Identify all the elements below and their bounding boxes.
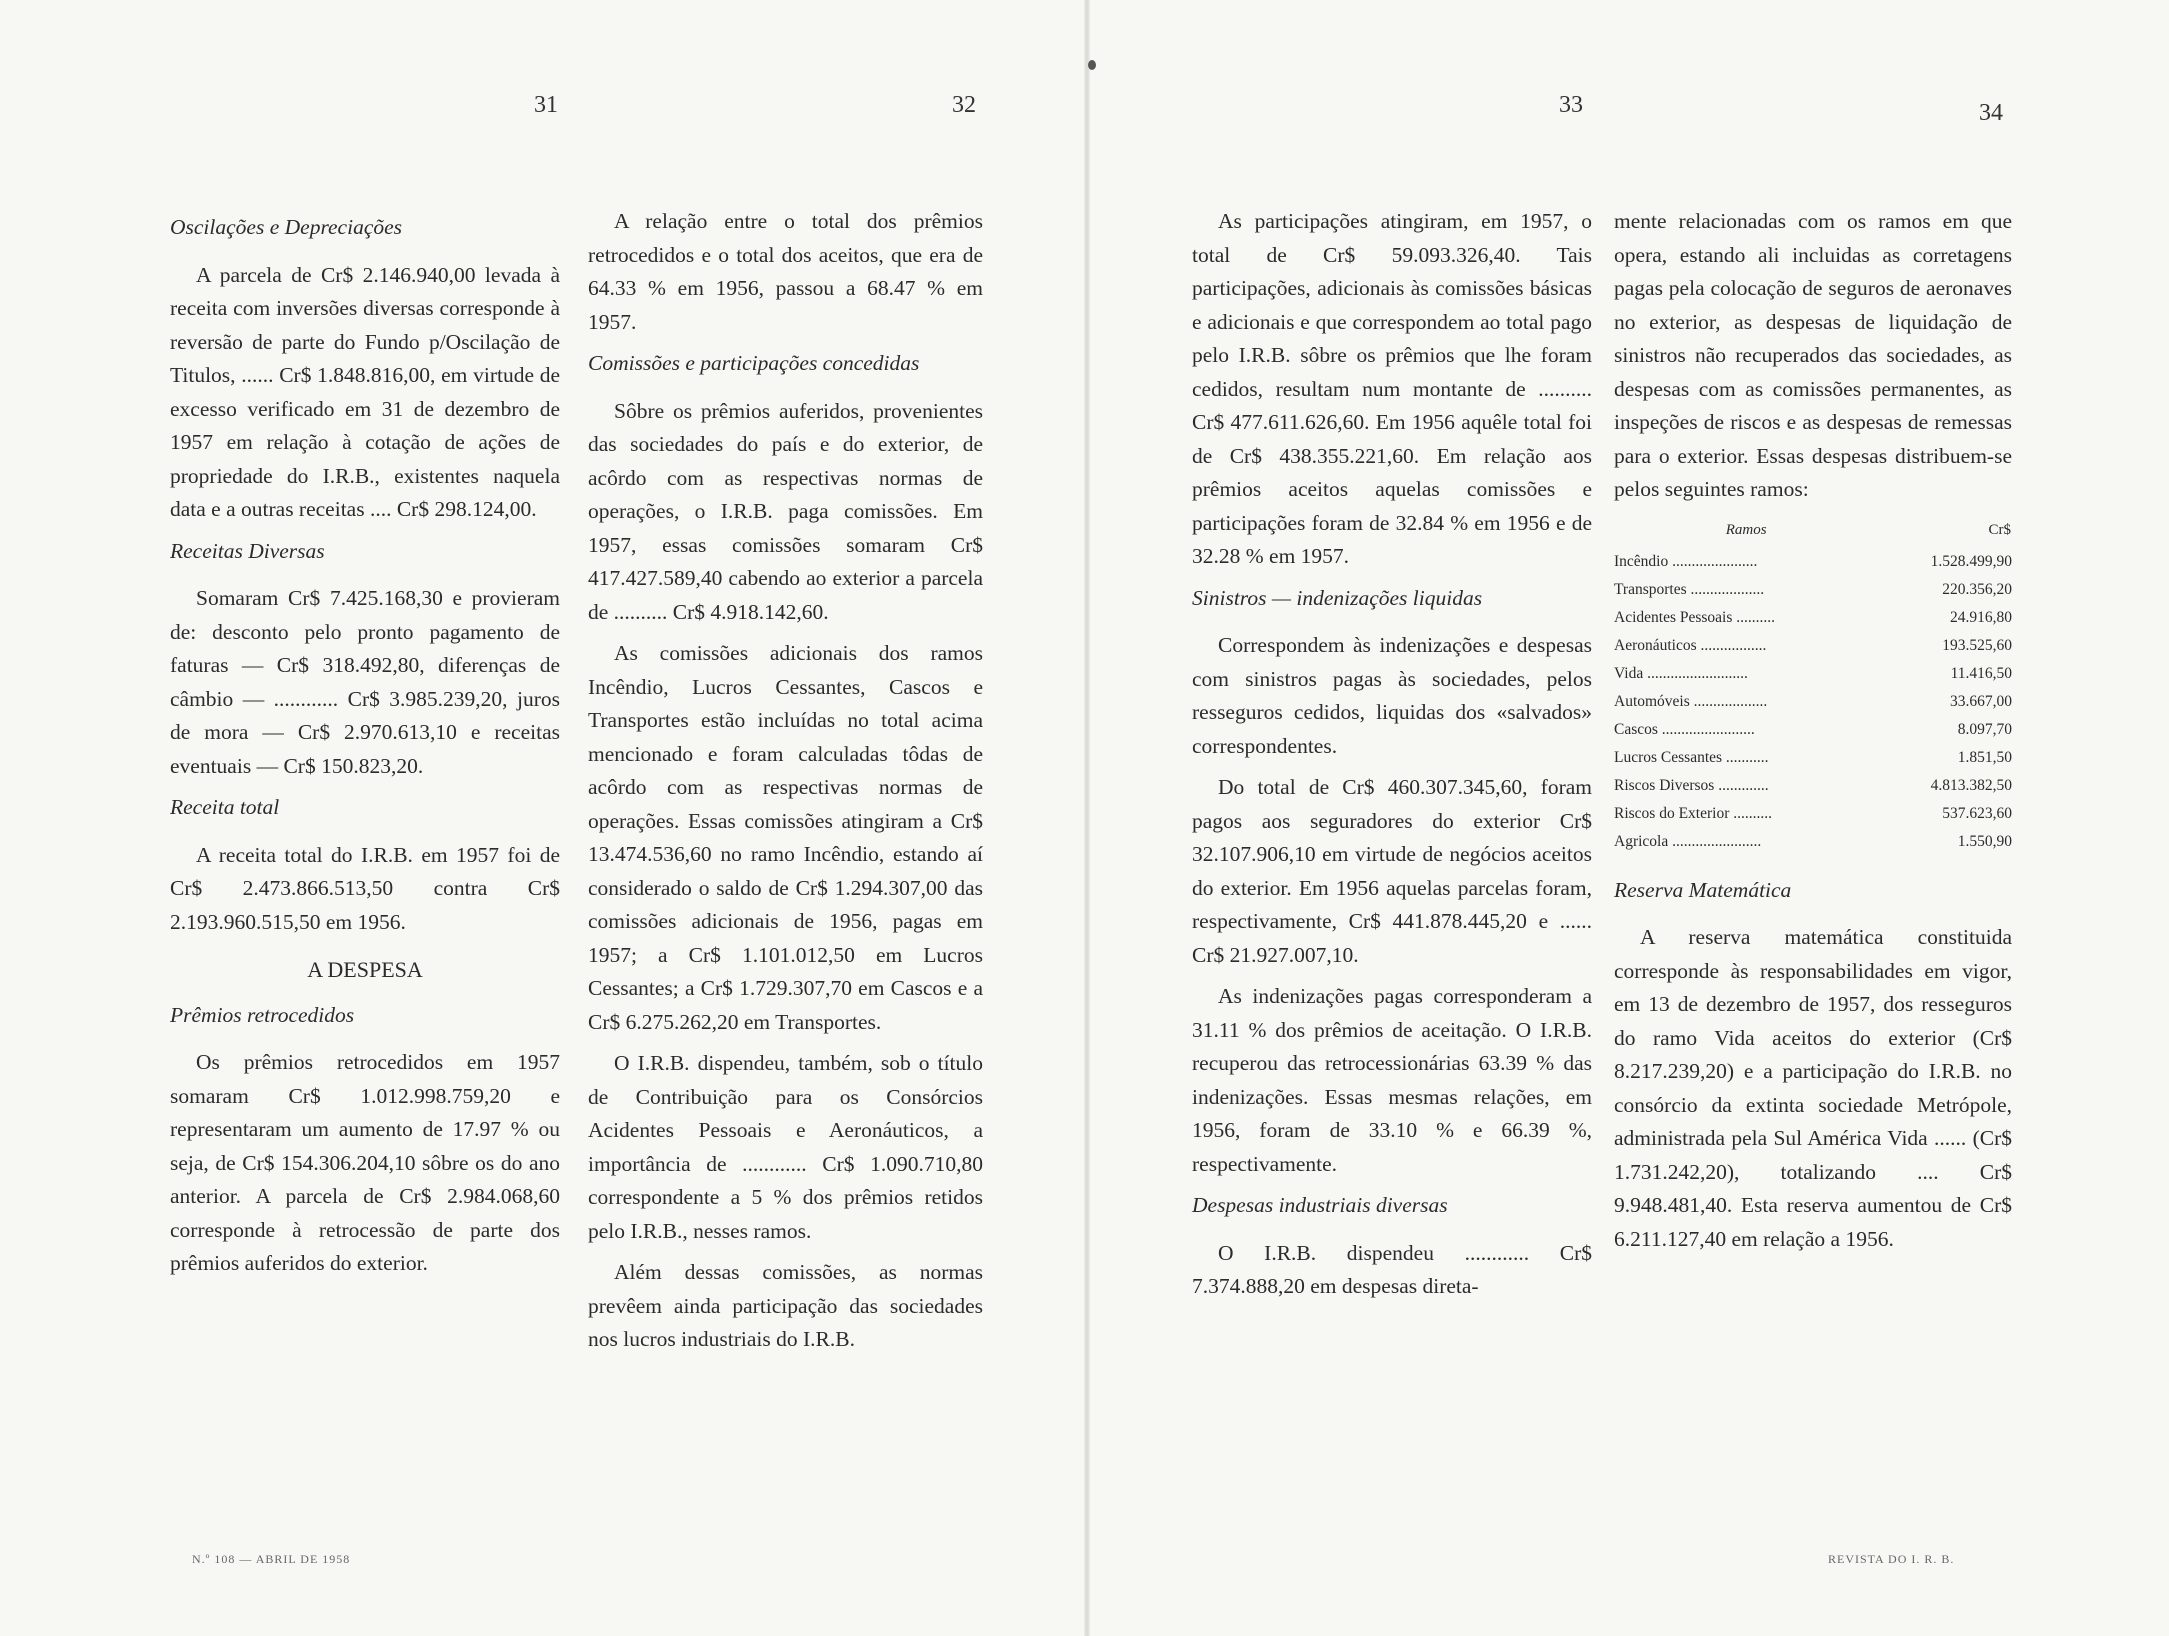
paragraph: As participações atingiram, em 1957, o total de Cr$ 59.093.326,40. Tais participações, adicionais às comissões básicas e adicionais e que correspondem ao total pago pelo I.R.B. sôbre os prêmios que lhe foram cedidos, resultam num montante de .......... Cr$ 477.611.626,60. Em 1956 aquêle total foi de Cr$ 438.355.221,60. Em relação aos prêmios aceitos aquelas comissões e participações foram de 32.84 % em 1956 e de 32.28 % em 1957. xyxy=(1192,209,1592,568)
section-title-a-despesa: A DESPESA xyxy=(307,957,423,982)
column-page-32 xyxy=(588,205,983,1365)
column-page-31 xyxy=(170,205,560,1289)
paragraph: A reserva matemática constituida corresponde às responsabilidades em vigor, em 13 de dezembro de 1957, dos resseguros do ramo Vida aceitos do exterior (Cr$ 8.217.239,20) e a participação do I.R.B. no consórcio da extinta sociedade Metrópole, administrada pela Sul América Vida ...... (Cr$ 1.731.242,20), totalizando .... Cr$ 9.948.481,40. Esta reserva aumentou de Cr$ 6.211.127,40 em relação a 1956. xyxy=(1614,925,2012,1251)
table-row xyxy=(1614,800,2012,828)
paragraph: A receita total do I.R.B. em 1957 foi de Cr$ 2.473.866.513,50 contra Cr$ 2.193.960.515,50 em 1956. xyxy=(170,842,560,934)
heading-receitas-diversas: Receitas Diversas xyxy=(170,538,325,563)
valor-cell: 24.916,80 xyxy=(1950,608,2012,626)
paragraph: Somaram Cr$ 7.425.168,30 e provieram de: desconto pelo pronto pagamento de faturas — Cr$ 318.492,80, diferenças de câmbio — ............ Cr$ 3.985.239,20, juros de mora — Cr$ 2.970.613,10 e receitas eventuais — Cr$ 150.823,20. xyxy=(170,586,560,778)
heading-receita-total: Receita total xyxy=(170,795,280,819)
ramo-cell: Riscos do Exterior .......... xyxy=(1614,804,1772,822)
paragraph: Os prêmios retrocedidos em 1957 somaram Cr$ 1.012.998.759,20 e representaram um aumento de 17.97 % ou seja, de Cr$ 154.306.204,10 sôbre os do ano anterior. A parcela de Cr$ 2.984.068,60 corresponde à retrocessão de parte dos prêmios auferidos do exterior. xyxy=(170,1050,560,1275)
column-page-33 xyxy=(1192,205,1592,1312)
paragraph: As indenizações pagas corresponderam a 31.11 % dos prêmios de aceitação. O I.R.B. recuperou das retrocessionárias 63.39 % das indenizações. Essas mesmas relações, em 1956, foram de 33.10 % e 66.39 %, respectivamente. xyxy=(1192,984,1592,1176)
ramo-cell: Cascos ........................ xyxy=(1614,720,1755,738)
table-row xyxy=(1614,828,2012,856)
ramo-cell: Acidentes Pessoais .......... xyxy=(1614,608,1776,626)
table-header-crs: Cr$ xyxy=(1988,521,2011,538)
ramo-cell: Vida .......................... xyxy=(1614,664,1748,682)
paragraph: A relação entre o total dos prêmios retrocedidos e o total dos aceitos, que era de 64.33 % em 1956, passou a 68.47 % em 1957. xyxy=(588,209,983,334)
ramo-cell: Riscos Diversos ............. xyxy=(1614,776,1769,794)
table-row xyxy=(1614,548,2012,576)
heading-comissoes: Comissões e participações concedidas xyxy=(588,351,920,375)
ramo-cell: Transportes ................... xyxy=(1614,580,1765,598)
column-page-34 xyxy=(1614,205,2012,1264)
valor-cell: 4.813.382,50 xyxy=(1930,776,2012,794)
heading-sinistros: Sinistros — indenizações liquidas xyxy=(1192,585,1483,610)
paragraph: Correspondem às indenizações e despesas com sinistros pagas às sociedades, pelos resseguros cedidos, liquidas dos «salvados» correspondentes. xyxy=(1192,633,1592,758)
valor-cell: 193.525,60 xyxy=(1942,636,2012,654)
table-row xyxy=(1614,604,2012,632)
paragraph: O I.R.B. dispendeu ............ Cr$ 7.374.888,20 em despesas direta- xyxy=(1192,1240,1592,1298)
page-number-32: 32 xyxy=(952,92,976,118)
ramo-cell: Lucros Cessantes ........... xyxy=(1614,748,1769,766)
ramo-cell: Automóveis ................... xyxy=(1614,692,1768,710)
heading-despesas-industriais: Despesas industriais diversas xyxy=(1192,1193,1448,1217)
paragraph: Do total de Cr$ 460.307.345,60, foram pagos aos seguradores do exterior Cr$ 32.107.906,10 em virtude de negócios aceitos do exterior. Em 1956 aquelas parcelas foram, respectivamente, Cr$ 441.878.445,20 e ...... Cr$ 21.927.007,10. xyxy=(1192,775,1592,967)
footer-issue: N.º 108 — ABRIL DE 1958 xyxy=(192,1552,351,1566)
page-number-31: 31 xyxy=(534,92,558,118)
ramo-cell: Aeronáuticos ................. xyxy=(1614,636,1767,654)
paragraph: A parcela de Cr$ 2.146.940,00 levada à receita com inversões diversas corresponde à reversão de parte do Fundo p/Oscilação de Titulos, ...... Cr$ 1.848.816,00, em virtude de excesso verificado em 31 de dezembro de 1957 em relação à cotação de ações de propriedade do I.R.B., existentes naquela data e a outras receitas .... Cr$ 298.124,00. xyxy=(170,262,560,521)
table-row xyxy=(1614,576,2012,604)
ramo-cell: Agricola ....................... xyxy=(1614,832,1762,850)
ramo-cell: Incêndio ...................... xyxy=(1614,552,1758,570)
heading-premios-retrocedidos: Prêmios retrocedidos xyxy=(170,1002,355,1027)
table-row xyxy=(1614,632,2012,660)
table-row xyxy=(1614,688,2012,716)
valor-cell: 33.667,00 xyxy=(1950,692,2012,710)
valor-cell: 1.851,50 xyxy=(1957,748,2012,766)
valor-cell: 1.550,90 xyxy=(1957,832,2012,850)
table-row xyxy=(1614,660,2012,688)
heading-reserva-matematica: Reserva Matemática xyxy=(1614,877,1792,902)
paragraph: mente relacionadas com os ramos em que opera, estando ali incluidas as corretagens pagas pela colocação de seguros de aeronaves no exterior, as despesas de liquidação de sinistros não recuperados das sociedades, as despesas com as comissões permanentes, as inspeções de riscos e as despesas de remessas para o exterior. Essas despesas distribuem-se pelos seguintes ramos: xyxy=(1614,209,2012,501)
footer-journal: REVISTA DO I. R. B. xyxy=(1828,1552,1955,1566)
paragraph: Sôbre os prêmios auferidos, provenientes das sociedades do país e do exterior, de acôrdo com as respectivas normas de operações, o I.R.B. paga comissões. Em 1957, essas comissões somaram Cr$ 417.427.589,40 cabendo ao exterior a parcela de .......... Cr$ 4.918.142,60. xyxy=(588,398,983,624)
valor-cell: 220.356,20 xyxy=(1942,580,2012,598)
paragraph: O I.R.B. dispendeu, também, sob o título de Contribuição para os Consórcios Acidentes Pessoais e Aeronáuticos, a importância de ............ Cr$ 1.090.710,80 correspondente a 5 % dos prêmios retidos pelo I.R.B., nesses ramos. xyxy=(588,1051,983,1243)
despesas-por-ramo-table xyxy=(1614,515,2012,856)
page-number-33: 33 xyxy=(1559,92,1583,118)
scan-speck xyxy=(1088,60,1096,70)
valor-cell: 1.528.499,90 xyxy=(1930,552,2012,570)
table-row xyxy=(1614,716,2012,744)
paragraph: As comissões adicionais dos ramos Incêndio, Lucros Cessantes, Cascos e Transportes estão incluídas no total acima mencionado e foram calculadas tôdas de acôrdo com as respectivas normas de operações. Essas comissões atingiram a Cr$ 13.474.536,60 no ramo Incêndio, estando aí considerado o saldo de Cr$ 1.294.307,00 das comissões adicionais de 1956, pagas em 1957; a Cr$ 1.101.012,50 em Lucros Cessantes; a Cr$ 1.729.307,70 em Cascos e a Cr$ 6.275.262,20 em Transportes. xyxy=(588,641,983,1034)
page-number-34: 34 xyxy=(1979,100,2003,126)
heading-oscilacoes: Oscilações e Depreciações xyxy=(170,215,403,239)
paragraph: Além dessas comissões, as normas prevêem ainda participação das sociedades nos lucros industriais do I.R.B. xyxy=(588,1260,983,1351)
valor-cell: 537.623,60 xyxy=(1942,804,2012,822)
valor-cell: 8.097,70 xyxy=(1957,720,2012,738)
table-row xyxy=(1614,772,2012,800)
page-gutter xyxy=(1084,0,1090,1636)
valor-cell: 11.416,50 xyxy=(1950,664,2012,682)
table-row xyxy=(1614,744,2012,772)
table-header-ramos: Ramos xyxy=(1725,521,1767,538)
